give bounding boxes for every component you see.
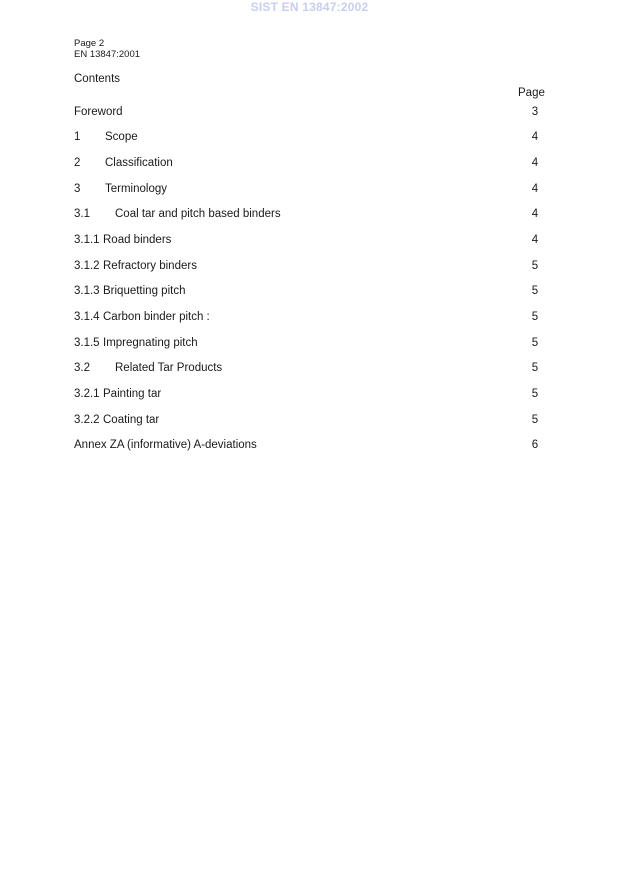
page-number: Page 2 [74,38,105,49]
toc-number: 3 [74,183,81,195]
toc-page: 5 [531,362,539,374]
toc-title: Briquetting pitch [103,285,186,297]
toc-number: 3.1.5 [74,337,100,349]
toc-number: 3.2.1 [74,388,100,400]
toc-entry-annex-za[interactable] [74,439,554,455]
toc-entry-scope[interactable] [74,131,554,147]
toc-entry-foreword[interactable] [74,106,554,122]
toc-title: Scope [105,131,138,143]
toc-entry-3-2-1[interactable] [74,388,554,404]
toc-entry-terminology[interactable] [74,183,554,199]
toc-number: 3.1 [74,208,90,220]
toc-page: 4 [531,208,539,220]
toc-number: 3.2 [74,362,90,374]
toc-entry-3-1-1[interactable] [74,234,554,250]
toc-page: 6 [531,439,539,451]
toc-title: Terminology [105,183,167,195]
toc-title: Foreword [74,106,123,118]
toc-entry-3-1-3[interactable] [74,285,554,301]
toc-page: 4 [531,157,539,169]
standard-id: EN 13847:2001 [74,49,141,60]
toc-title: Coal tar and pitch based binders [115,208,281,220]
toc-page: 4 [531,131,539,143]
toc-number: 1 [74,131,81,143]
toc-entry-3-1-2[interactable] [74,260,554,276]
toc-page: 5 [531,337,539,349]
toc-entry-classification[interactable] [74,157,554,173]
toc-page: 4 [531,234,539,246]
toc-entry-3-2-2[interactable] [74,414,554,430]
toc-number: 2 [74,157,81,169]
toc-title: Road binders [103,234,172,246]
toc-number: 3.1.2 [74,260,100,272]
toc-page: 5 [531,414,539,426]
contents-heading: Contents [74,73,121,85]
toc-entry-3-1-5[interactable] [74,337,554,353]
toc-number: 3.1.4 [74,311,100,323]
toc-title: Refractory binders [103,260,197,272]
toc-number: 3.1.1 [74,234,100,246]
toc-title: Annex ZA (informative) A-deviations [74,439,257,451]
toc-page: 3 [531,106,539,118]
toc-title: Classification [105,157,173,169]
toc-entry-3-1-4[interactable] [74,311,554,327]
page-column-label: Page [518,87,545,99]
toc-entry-3-2[interactable] [74,362,554,378]
watermark: SIST EN 13847:2002 [250,0,369,14]
toc-number: 3.1.3 [74,285,100,297]
toc-title: Impregnating pitch [103,337,198,349]
toc-title: Coating tar [103,414,160,426]
toc-page: 5 [531,285,539,297]
toc-page: 5 [531,388,539,400]
toc-page: 5 [531,260,539,272]
toc-title: Related Tar Products [115,362,223,374]
toc-title: Carbon binder pitch : [103,311,210,323]
toc-number: 3.2.2 [74,414,100,426]
toc-page: 4 [531,183,539,195]
toc-page: 5 [531,311,539,323]
toc-entry-3-1[interactable] [74,208,554,224]
toc-title: Painting tar [103,388,162,400]
